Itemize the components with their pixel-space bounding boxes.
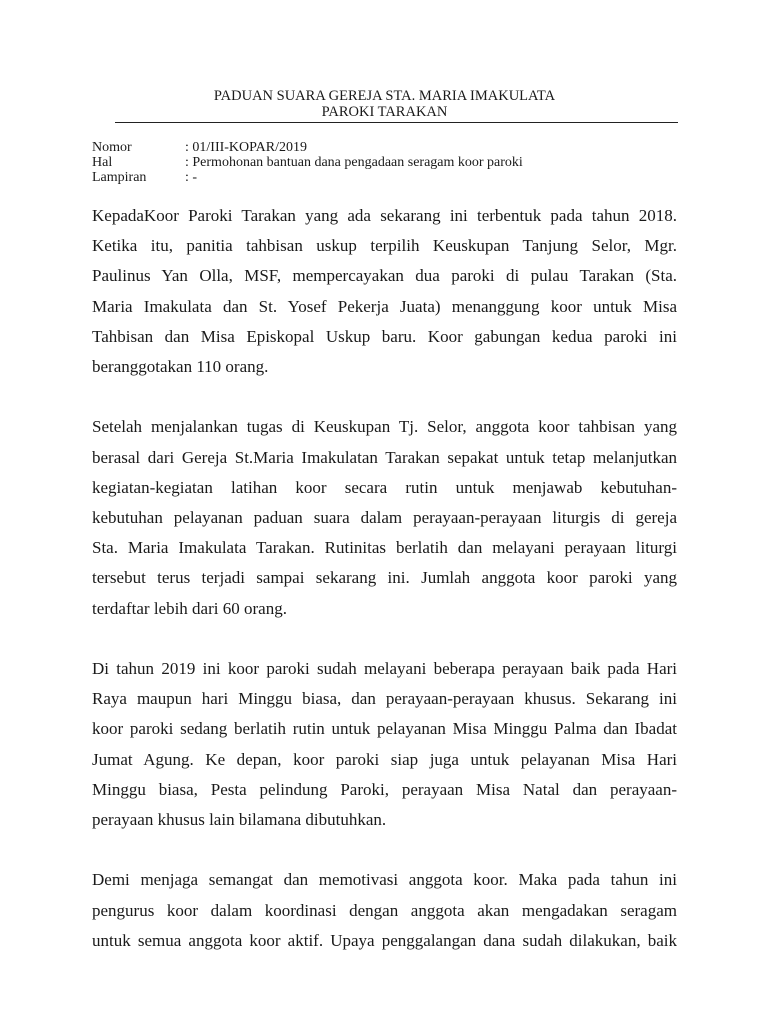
text-line: pengurus koor dalam koordinasi dengan anggota akan mengadakan seragam — [92, 900, 677, 920]
meta-row-hal — [92, 155, 523, 170]
text-line: Demi menjaga semangat dan memotivasi anggota koor. Maka pada tahun ini — [92, 870, 677, 890]
meta-value: : Permohonan bantuan dana pengadaan seragam koor paroki — [185, 155, 523, 170]
letterhead — [92, 88, 677, 120]
text-line: perayaan khusus lain bilamana dibutuhkan. — [92, 810, 387, 830]
text-line: Raya maupun hari Minggu biasa, dan perayaan-perayaan khusus. Sekarang ini — [92, 689, 677, 709]
text-line: Di tahun 2019 ini koor paroki sudah melayani beberapa perayaan baik pada Hari — [92, 659, 677, 679]
text-line: Ketika itu, panitia tahbisan uskup terpilih Keuskupan Tanjung Selor, Mgr. — [92, 236, 677, 256]
text-line: berasal dari Gereja St.Maria Imakulatan Tarakan sepakat untuk tetap melanjutkan — [92, 447, 677, 467]
meta-row-lampiran — [92, 170, 523, 185]
text-line: KepadaKoor Paroki Tarakan yang ada sekarang ini terbentuk pada tahun 2018. — [92, 206, 677, 225]
letterhead-subtitle: PAROKI TARAKAN — [321, 104, 448, 120]
letter-body — [92, 201, 677, 986]
text-line: Maria Imakulata dan St. Yosef Pekerja Juata) menanggung koor untuk Misa — [92, 296, 677, 316]
letterhead-title: PADUAN SUARA GEREJA STA. MARIA IMAKULATA — [213, 88, 556, 104]
paragraph-2 — [92, 412, 677, 623]
meta-label: Lampiran — [92, 170, 147, 185]
meta-value: : - — [185, 170, 198, 185]
meta-row-nomor — [92, 140, 523, 155]
text-line: Tahbisan dan Misa Episkopal Uskup baru. Koor gabungan kedua paroki ini — [92, 326, 677, 346]
text-line: Setelah menjalankan tugas di Keuskupan Tj. Selor, anggota koor tahbisan yang — [92, 417, 677, 437]
text-line: terdaftar lebih dari 60 orang. — [92, 598, 287, 618]
text-line: Sta. Maria Imakulata Tarakan. Rutinitas berlatih dan melayani perayaan liturgi — [92, 538, 677, 558]
text-line: Minggu biasa, Pesta pelindung Paroki, perayaan Misa Natal dan perayaan- — [92, 779, 677, 799]
paragraph-3 — [92, 654, 677, 835]
meta-label: Hal — [92, 155, 113, 170]
letterhead-divider — [115, 122, 678, 123]
text-line: untuk semua anggota koor aktif. Upaya penggalangan dana sudah dilakukan, baik — [92, 930, 677, 950]
text-line: kegiatan-kegiatan latihan koor secara rutin untuk menjawab kebutuhan- — [92, 477, 677, 497]
meta-value: : 01/III-KOPAR/2019 — [185, 140, 307, 155]
text-line: koor paroki sedang berlatih rutin untuk pelayanan Misa Minggu Palma dan Ibadat — [92, 719, 677, 739]
text-line: beranggotakan 110 orang. — [92, 357, 269, 377]
meta-label: Nomor — [92, 140, 132, 155]
letter-meta — [92, 140, 523, 185]
paragraph-1 — [92, 201, 677, 382]
text-line: Jumat Agung. Ke depan, koor paroki siap juga untuk pelayanan Misa Hari — [92, 749, 677, 769]
text-line: tersebut terus terjadi sampai sekarang ini. Jumlah anggota koor paroki yang — [92, 568, 677, 588]
paragraph-4 — [92, 865, 677, 956]
text-line: kebutuhan pelayanan paduan suara dalam perayaan-perayaan liturgis di gereja — [92, 508, 677, 528]
text-line: Paulinus Yan Olla, MSF, mempercayakan dua paroki di pulau Tarakan (Sta. — [92, 266, 677, 286]
